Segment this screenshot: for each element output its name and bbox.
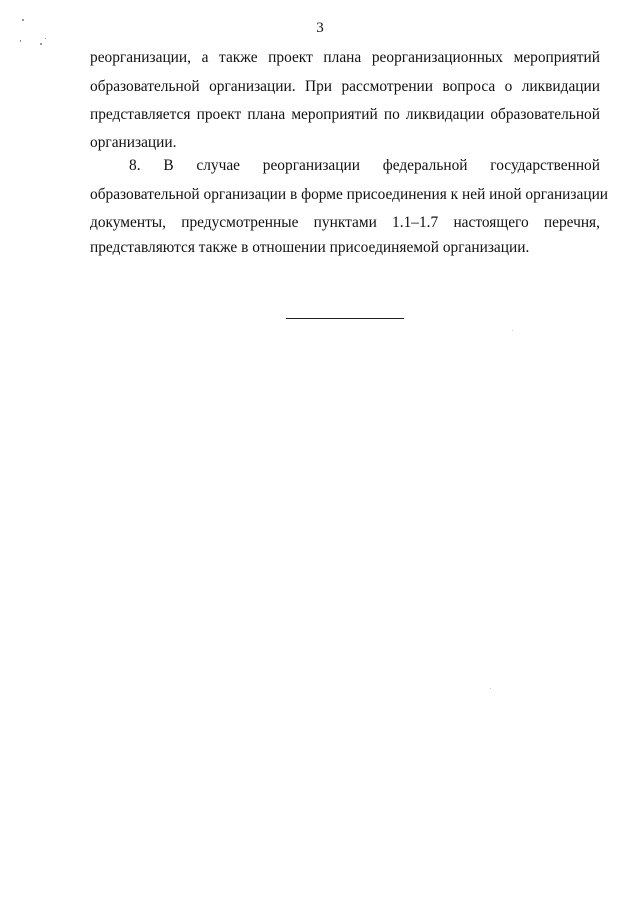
paragraph-line: организации.	[90, 134, 177, 151]
paragraph-line: образовательной организации. При рассмотрении вопроса о ликвидации	[90, 78, 600, 95]
scan-speck	[40, 43, 42, 45]
paragraph-8-first-line: 8. В случае реорганизации федеральной государственной	[129, 157, 600, 174]
scan-speck	[490, 688, 491, 689]
paragraph-line: реорганизации, а также проект плана реорганизационных мероприятий	[90, 49, 600, 66]
paragraph-line: представляются также в отношении присоединяемой организации.	[90, 239, 530, 256]
scan-speck	[22, 19, 24, 21]
scan-speck	[20, 40, 21, 42]
page-number: 3	[316, 20, 324, 36]
scan-speck	[45, 38, 46, 39]
paragraph-line: представляется проект плана мероприятий по ликвидации образовательной	[90, 106, 600, 123]
end-separator-line	[286, 318, 404, 319]
scan-speck	[512, 330, 513, 331]
paragraph-line: документы, предусмотренные пунктами 1.1–1.7 настоящего перечня,	[90, 214, 600, 231]
paragraph-line: образовательной организации в форме присоединения к ней иной организации	[90, 186, 609, 203]
